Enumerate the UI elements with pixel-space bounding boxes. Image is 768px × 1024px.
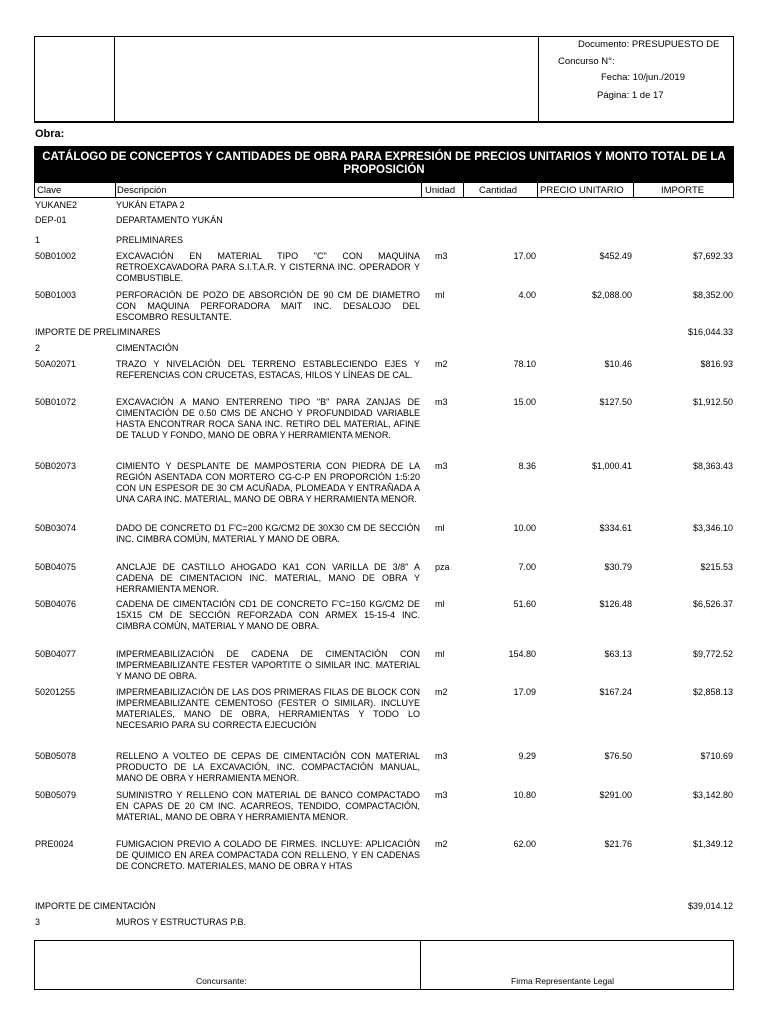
catalog-title-text: CATÁLOGO DE CONCEPTOS Y CANTIDADES DE OBRA PARA EXPRESIÓN DE PRECIOS UNITARIOS Y MONTO TOTAL DE LA PROPOSICIÓN xyxy=(42,151,726,176)
col-separator xyxy=(633,183,634,197)
col-clave: Clave xyxy=(37,185,62,196)
row-precio: $291.00 xyxy=(599,790,632,800)
row-precio: $127.50 xyxy=(599,397,632,407)
row-cantidad: 8.36 xyxy=(518,461,536,471)
col-separator xyxy=(463,183,464,197)
row-unidad: ml xyxy=(435,649,445,659)
row-unidad: ml xyxy=(435,523,445,533)
row-clave: 3 xyxy=(35,917,41,927)
firma-label: Firma Representante Legal xyxy=(511,976,615,986)
row-cantidad: 9.29 xyxy=(518,751,536,761)
catalog-title xyxy=(34,146,734,182)
row-descripcion: CIMENTACIÓN xyxy=(116,343,179,353)
row-precio: $452.49 xyxy=(599,251,632,261)
row-importe: $16,044.33 xyxy=(687,327,733,337)
row-cantidad: 7.00 xyxy=(518,562,536,572)
row-clave: 50B03074 xyxy=(35,523,77,533)
row-descripcion: CADENA DE CIMENTACIÓN CD1 DE CONCRETO F'C=150 KG/CM2 DE 15X15 CM DE SECCIÓN REFORZADA CON ARMEX 15-15-4 INC. CIMBRA COMÚN, MATERIAL Y MANO DE OBRA. xyxy=(116,599,420,631)
row-importe: $6,526.37 xyxy=(692,599,733,609)
row-precio: $126.48 xyxy=(599,599,632,609)
row-descripcion: EXCAVACIÓN EN MATERIAL TIPO "C" CON MAQUINA RETROEXCAVADORA PARA S.I.T.A.R. Y CISTERNA INC. OPERADOR Y COMBUSTIBLE. xyxy=(116,251,420,283)
header-divider xyxy=(538,36,539,122)
fecha-label: Fecha: 10/jun./2019 xyxy=(601,72,685,83)
row-cantidad: 4.00 xyxy=(518,290,536,300)
row-precio: $1,000.41 xyxy=(591,461,632,471)
row-cantidad: 62.00 xyxy=(513,839,536,849)
signature-box xyxy=(34,940,734,990)
col-descripcion: Descripción xyxy=(117,185,167,196)
row-precio: $10.46 xyxy=(604,359,632,369)
row-clave: 2 xyxy=(35,343,41,353)
row-importe: $2,858.13 xyxy=(692,687,733,697)
header-divider xyxy=(114,36,115,122)
row-unidad: m3 xyxy=(435,461,448,471)
row-descripcion: TRAZO Y NIVELACIÓN DEL TERRENO ESTABLECIENDO EJES Y REFERENCIAS CON CRUCETAS, ESTACAS, HILOS Y LÍNEAS DE CAL. xyxy=(116,359,420,380)
row-importe: $710.69 xyxy=(700,751,733,761)
row-precio: $21.76 xyxy=(604,839,632,849)
row-descripcion: MUROS Y ESTRUCTURAS P.B. xyxy=(116,917,247,927)
row-unidad: m3 xyxy=(435,251,448,261)
row-clave: 50B01072 xyxy=(35,397,77,407)
row-clave: 50B05078 xyxy=(35,751,77,761)
row-cantidad: 78.10 xyxy=(513,359,536,369)
pagina-label: Página: 1 de 17 xyxy=(597,90,664,101)
row-precio: $30.79 xyxy=(604,562,632,572)
row-clave: 50201255 xyxy=(35,687,76,697)
row-clave: 50B01003 xyxy=(35,290,77,300)
row-importe: $1,349.12 xyxy=(692,839,733,849)
row-descripcion: PRELIMINARES xyxy=(116,235,184,245)
row-importe: $8,363.43 xyxy=(692,461,733,471)
row-cantidad: 15.00 xyxy=(513,397,536,407)
row-descripcion: IMPERMEABILIZACIÓN DE LAS DOS PRIMERAS FILAS DE BLOCK CON IMPERMEABILIZANTE CEMENTOSO (FESTER O SIMILAR). INCLUYE MATERIALES, MANO DE OBRA, HERRAMIENTAS Y TODO LO NECESARIO PARA SU CORRECTA EJECUCIÓN xyxy=(116,687,420,730)
column-header xyxy=(34,182,734,198)
row-descripcion: DADO DE CONCRETO D1 F'C=200 KG/CM2 DE 30X30 CM DE SECCIÓN INC. CIMBRA COMÚN, MATERIAL Y MANO DE OBRA. xyxy=(116,523,420,544)
row-clave: 50A02071 xyxy=(35,359,77,369)
row-clave: DEP-01 xyxy=(35,215,67,225)
row-clave: IMPORTE DE CIMENTACIÓN xyxy=(35,901,156,911)
obra-label: Obra: xyxy=(35,128,65,140)
row-unidad: ml xyxy=(435,599,445,609)
row-clave: 1 xyxy=(35,235,41,245)
row-clave: 50B04076 xyxy=(35,599,77,609)
row-cantidad: 51.60 xyxy=(513,599,536,609)
row-descripcion: PERFORACIÓN DE POZO DE ABSORCIÓN DE 90 CM DE DIAMETRO CON MAQUINA PERFORADORA MAIT INC. DESALOJO DEL ESCOMBRO RESULTANTE. xyxy=(116,290,420,322)
row-cantidad: 10.00 xyxy=(513,523,536,533)
row-precio: $334.61 xyxy=(599,523,632,533)
row-importe: $1,912.50 xyxy=(692,397,733,407)
row-precio: $63.13 xyxy=(604,649,632,659)
col-precio: PRECIO UNITARIO xyxy=(540,185,624,196)
row-descripcion: CIMIENTO Y DESPLANTE DE MAMPOSTERIA CON PIEDRA DE LA REGIÓN ASENTADA CON MORTERO CG-C-P EN PROPORCIÓN 1:5:20 CON UN ESPESOR DE 30 CM ACUÑADA, PLOMEADA Y ENTRAÑADA A UNA CARA INC. MATERIAL, MANO DE OBRA Y HERRAMIENTA MENOR. xyxy=(116,461,420,504)
concursante-label: Concursante: xyxy=(196,976,247,986)
row-importe: $39,014.12 xyxy=(687,901,733,911)
signature-divider xyxy=(420,940,421,990)
row-descripcion: RELLENO A VOLTEO DE CEPAS DE CIMENTACIÓN CON MATERIAL PRODUCTO DE LA EXCAVACIÓN, INC. COMPACTACIÓN MANUAL, MANO DE OBRA Y HERRAMIENTA MENOR. xyxy=(116,751,420,783)
col-separator xyxy=(421,183,422,197)
row-importe: $3,142.80 xyxy=(692,790,733,800)
row-unidad: m3 xyxy=(435,397,448,407)
row-precio: $76.50 xyxy=(604,751,632,761)
row-descripcion: ANCLAJE DE CASTILLO AHOGADO KA1 CON VARILLA DE 3/8" A CADENA DE CIMENTACION INC. MATERIAL, MANO DE OBRA Y HERRAMIENTA MENOR. xyxy=(116,562,420,594)
row-clave: YUKANE2 xyxy=(35,200,78,210)
col-separator xyxy=(115,183,116,197)
col-separator xyxy=(537,183,538,197)
row-precio: $167.24 xyxy=(599,687,632,697)
header-underline xyxy=(34,121,734,123)
row-importe: $3,346.10 xyxy=(692,523,733,533)
row-cantidad: 154.80 xyxy=(508,649,536,659)
row-descripcion: DEPARTAMENTO YUKÁN xyxy=(116,215,223,225)
row-importe: $7,692.33 xyxy=(692,251,733,261)
row-importe: $816.93 xyxy=(700,359,733,369)
row-clave: 50B05079 xyxy=(35,790,77,800)
row-importe: $8,352.00 xyxy=(692,290,733,300)
row-unidad: m2 xyxy=(435,839,448,849)
row-unidad: pza xyxy=(435,562,450,572)
row-unidad: m3 xyxy=(435,751,448,761)
documento-label: Documento: PRESUPUESTO DE xyxy=(578,39,720,50)
col-importe: IMPORTE xyxy=(661,185,705,196)
row-unidad: m2 xyxy=(435,687,448,697)
row-unidad: ml xyxy=(435,290,445,300)
row-clave: IMPORTE DE PRELIMINARES xyxy=(35,327,161,337)
row-unidad: m2 xyxy=(435,359,448,369)
row-clave: 50B01002 xyxy=(35,251,77,261)
col-unidad: Unidad xyxy=(425,185,456,196)
row-importe: $215.53 xyxy=(700,562,733,572)
concurso-label: Concurso N°: xyxy=(558,56,615,67)
row-precio: $2,088.00 xyxy=(591,290,632,300)
row-importe: $9,772.52 xyxy=(692,649,733,659)
row-descripcion: SUMINISTRO Y RELLENO CON MATERIAL DE BANCO COMPACTADO EN CAPAS DE 20 CM INC. ACARREOS, TENDIDO, COMPACTACIÓN, MATERIAL, MANO DE OBRA Y HERRAMIENTA MENOR. xyxy=(116,790,420,822)
row-descripcion: EXCAVACIÓN A MANO ENTERRENO TIPO "B" PARA ZANJAS DE CIMENTACIÓN DE 0.50 CMS DE ANCHO Y PROFUNDIDAD VARIABLE HASTA ENCONTRAR ROCA SANA INC. RETIRO DEL MATERIAL, AFINE DE TALUD Y FONDO, MANO DE OBRA Y HERRAMIENTA MENOR. xyxy=(116,397,420,440)
row-clave: 50B04075 xyxy=(35,562,77,572)
row-clave: 50B02073 xyxy=(35,461,77,471)
col-cantidad: Cantidad xyxy=(479,185,518,196)
row-cantidad: 10.80 xyxy=(513,790,536,800)
row-cantidad: 17.00 xyxy=(513,251,536,261)
row-descripcion: YUKÁN ETAPA 2 xyxy=(116,200,185,210)
row-clave: PRE0024 xyxy=(35,839,74,849)
row-unidad: m3 xyxy=(435,790,448,800)
row-cantidad: 17.09 xyxy=(513,687,536,697)
row-descripcion: FUMIGACION PREVIO A COLADO DE FIRMES. INCLUYE: APLICACIÓN DE QUIMICO EN AREA COMPACTADA CON RELLENO, Y EN CADENAS DE CONCRETO. MATERIALES, MANO DE OBRA Y HTAS xyxy=(116,839,420,871)
row-descripcion: IMPERMEABILIZACIÓN DE CADENA DE CIMENTACIÓN CON IMPERMEABILIZANTE FESTER VAPORTITE O SIMILAR INC. MATERIAL Y MANO DE OBRA. xyxy=(116,649,420,681)
row-clave: 50B04077 xyxy=(35,649,77,659)
